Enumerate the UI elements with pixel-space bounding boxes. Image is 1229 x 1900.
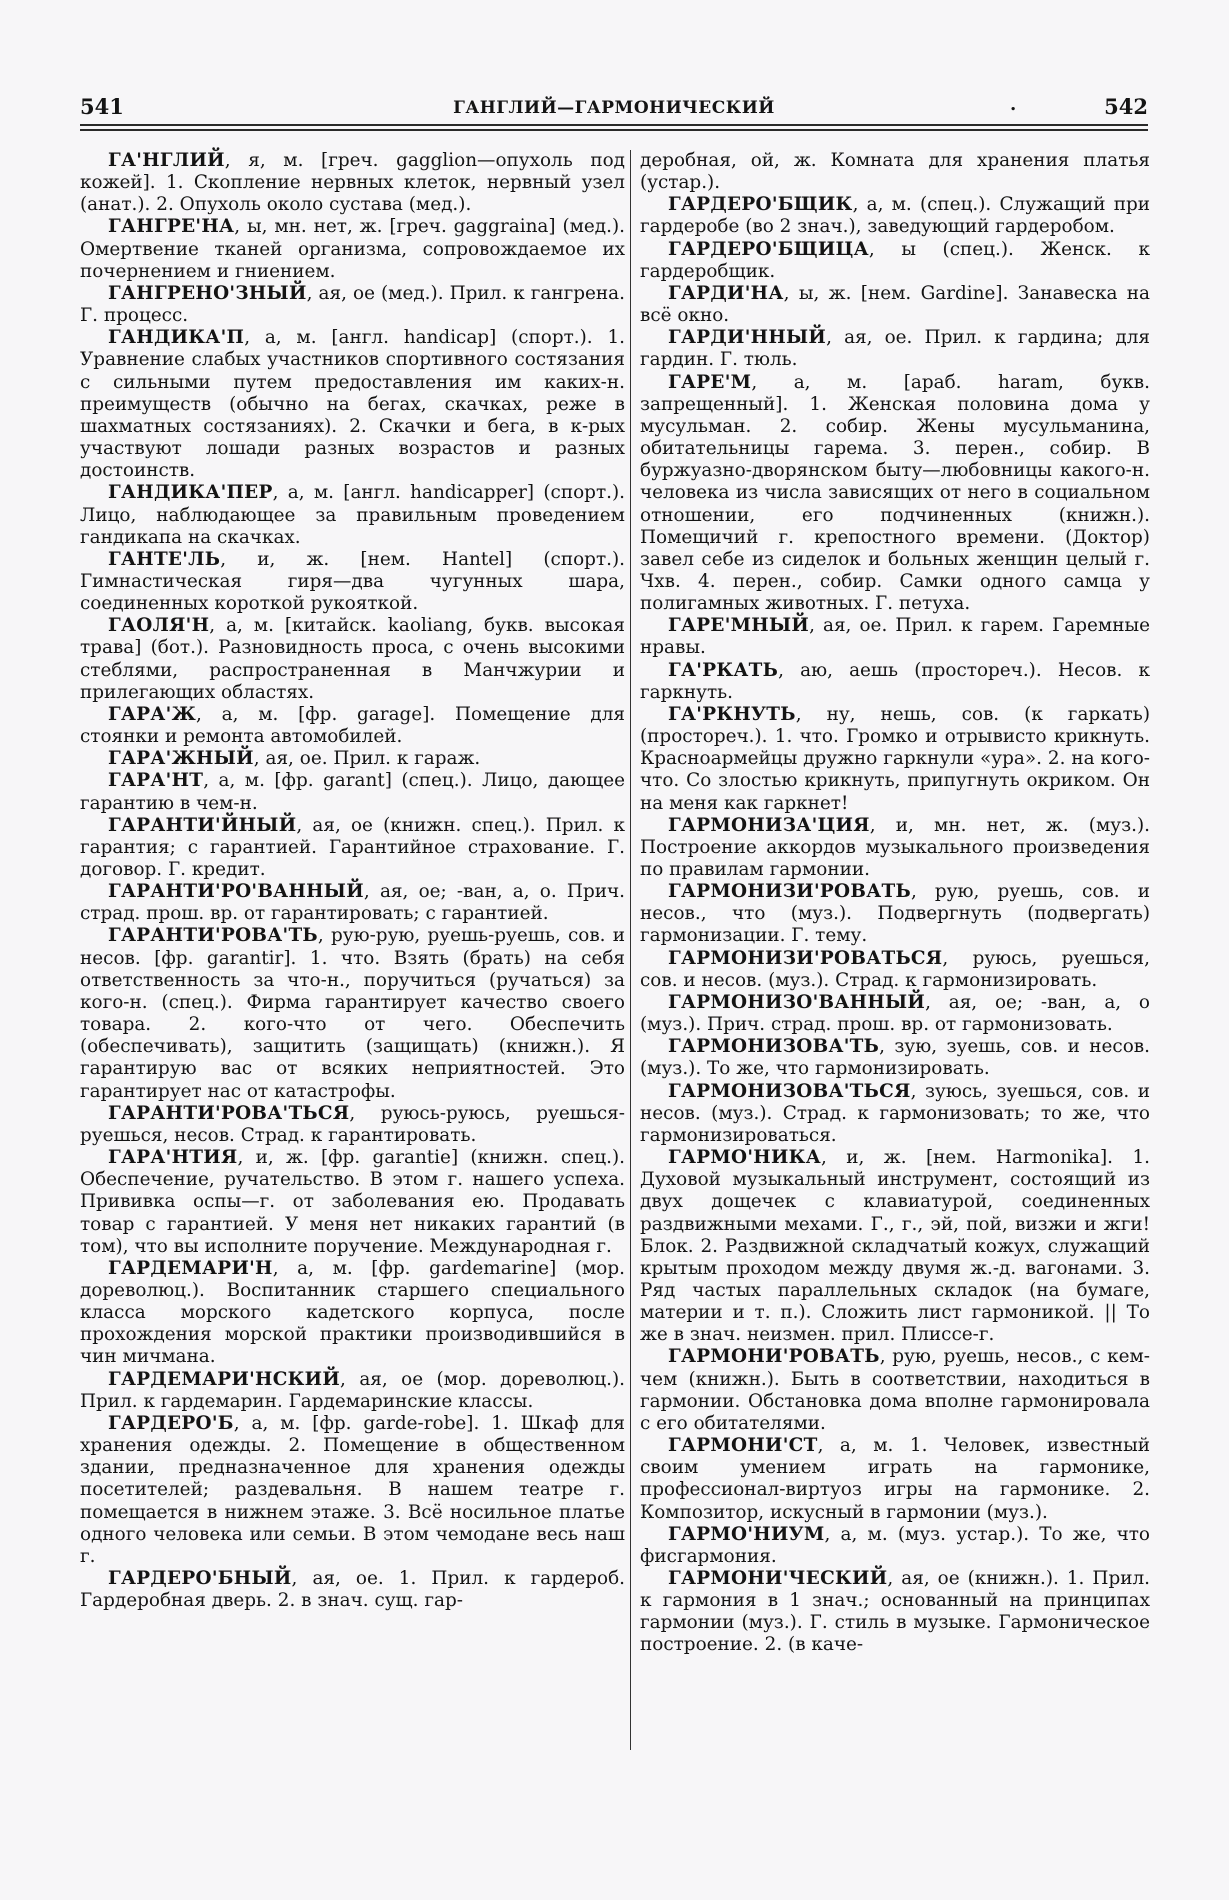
headword: ГАРМОНИЗИ'РОВАТЬСЯ <box>668 947 943 969</box>
dictionary-entry <box>640 239 1150 283</box>
entry-definition: , ая, ое (мор. дореволюц.). Прил. к гардемарин. Гардемаринские классы. <box>80 1368 625 1412</box>
headword: ГАРМОНИЗИ'РОВАТЬ <box>668 881 911 903</box>
headword: ГАРМОНИЗОВА'ТЬСЯ <box>668 1080 911 1102</box>
headword: ГАРМОНИЗОВА'ТЬ <box>668 1036 880 1058</box>
dictionary-entry <box>80 1103 625 1147</box>
entry-definition: , ая, ое (книжн. спец.). Прил. к гарантия; с гарантией. Гарантийное страхование. Г. договор. Г. кредит. <box>80 814 625 880</box>
entry-definition: , ая, ое; -ван, а, о. Прич. страд. прош. вр. от гарантировать; с гарантией. <box>80 881 625 925</box>
dictionary-entry <box>80 327 625 482</box>
headword: ГАРАНТИ'РОВА'ТЬ <box>108 925 318 947</box>
dictionary-entry <box>80 815 625 881</box>
page-number-right: 542 <box>1104 94 1148 119</box>
dictionary-entry <box>640 1524 1150 1568</box>
dictionary-entry <box>640 283 1150 327</box>
dictionary-entry <box>80 1568 625 1612</box>
entry-definition: , а, м. (муз. устар.). То же, что фисгармония. <box>640 1523 1150 1567</box>
dictionary-entry <box>80 881 625 925</box>
entry-definition: , ая, ое. 1. Прил. к гардероб. Гардеробная дверь. 2. в знач. сущ. гар- <box>80 1568 625 1612</box>
entry-definition: , ая, ое. Прил. к гарем. Гаремные нравы. <box>640 615 1150 659</box>
headword: ГАРДИ'НА <box>668 282 784 304</box>
dictionary-entry <box>640 1147 1150 1346</box>
entry-definition: , ы (спец.). Женск. к гардеробщик. <box>640 238 1150 282</box>
headword: ГАРДЕРО'Б <box>108 1412 234 1434</box>
dictionary-entry <box>80 1413 625 1568</box>
page-header <box>80 94 1148 120</box>
entry-definition: , а, м. [англ. handicap] (спорт.). 1. Уравнение слабых участников спортивного состязания с сильными путем предоставления им каких-н. преимуществ (обычно на бегах, скачках, реже в шахматных состязаниях). 2. Скачки и бега, в к-рых участвуют лошади разных возрастов и разных достоинств. <box>80 327 625 482</box>
dictionary-entry <box>640 948 1150 992</box>
entry-definition: , ая, ое; -ван, а, о (муз.). Прич. страд. прош. вр. от гармонизовать. <box>640 991 1150 1036</box>
entry-definition: , ая, ое. Прил. к гардина; для гардин. Г. тюль. <box>640 327 1150 371</box>
entry-definition: , зую, зуешь, сов. и несов. (муз.). То же, что гармонизировать. <box>640 1036 1150 1080</box>
headword: ГАРЕ'МНЫЙ <box>668 615 810 637</box>
entry-definition: , а, м. [фр. gardemarine] (мор. дореволюц.). Воспитанник старшего специального класса морского кадетского корпуса, после прохождения морской практики производившийся в чин мичмана. <box>80 1257 625 1368</box>
entry-definition: , рую, руешь, сов. и несов., что (муз.). Подвергнуть (подвергать) гармонизации. Г. тему. <box>640 881 1150 947</box>
headword: ГА'РКАТЬ <box>668 659 779 681</box>
entry-definition: , ы, мн. нет, ж. [греч. gaggraina] (мед.). Омертвение тканей организма, сопровождаемое их почернением и гниением. <box>80 216 625 282</box>
entry-definition: , ы, ж. [нем. Gardine]. Занавеска на всё окно. <box>640 282 1150 327</box>
dictionary-entry <box>640 660 1150 704</box>
entry-definition: , зуюсь, зуешься, сов. и несов. (муз.). Страд. к гармонизовать; то же, что гармонизироваться. <box>640 1080 1150 1146</box>
headword: ГАРДИ'ННЫЙ <box>668 327 827 349</box>
headword: ГАРДЕРО'БНЫЙ <box>108 1568 292 1589</box>
headword: ГАРДЕРО'БЩИК <box>668 194 853 216</box>
entry-definition: , руюсь, руешься, сов. и несов. (муз.). Страд. к гармонизировать. <box>640 947 1150 991</box>
dictionary-entry <box>80 482 625 548</box>
entry-definition: , а, м. (спец.). Служащий при гардеробе (во 2 знач.), заведующий гардеробом. <box>640 194 1150 238</box>
column-left <box>80 150 625 1612</box>
entry-definition: , и, ж. [нем. Hantel] (спорт.). Гимнастическая гиря—два чугунных шара, соединенных короткой рукояткой. <box>80 548 625 615</box>
headword: ГАРА'ЖНЫЙ <box>108 748 254 770</box>
entry-definition: , я, м. [греч. gagglion—опухоль под кожей]. 1. Скопление нервных клеток, нервный узел (анат.). 2. Опухоль около сустава (мед.). <box>80 150 625 216</box>
dictionary-entry <box>80 925 625 1102</box>
headword: ГАНДИКА'П <box>108 327 245 349</box>
headword: ГА'НГЛИЙ <box>108 150 225 171</box>
dictionary-entry <box>80 150 625 216</box>
headword: ГАОЛЯ'Н <box>108 615 210 637</box>
dictionary-entry <box>80 748 625 770</box>
headword: ГАРМОНИ'ЧЕСКИЙ <box>668 1568 888 1589</box>
headword: ГА'РКНУТЬ <box>668 703 796 725</box>
dictionary-entry <box>80 1369 625 1413</box>
dictionary-entry <box>640 881 1150 947</box>
dictionary-entry <box>640 992 1150 1036</box>
entry-definition: , а, м. [фр. garage]. Помещение для стоянки и ремонта автомобилей. <box>80 703 625 748</box>
entry-definition: , а, м. [китайск. kaoliang, букв. высокая трава] (бот.). Разновидность проса, с очень высокими стеблями, распространенная в Манчжурии и прилегающих областях. <box>80 615 625 703</box>
running-title: ГАНГЛИЙ—ГАРМОНИЧЕСКИЙ <box>453 98 775 118</box>
column-right <box>640 150 1150 1657</box>
entry-definition: , ая, ое (мед.). Прил. к гангрена. Г. процесс. <box>80 282 625 327</box>
dictionary-entry <box>640 615 1150 659</box>
dictionary-entry <box>640 327 1150 371</box>
entry-definition: , ну, нешь, сов. (к гаркать) (простореч.). 1. что. Громко и отрывисто крикнуть. Красноармейцы дружно гаркнули «ура». 2. на кого-что. Со злостью крикнуть, припугнуть окриком. Он на меня как гаркнет! <box>640 703 1150 814</box>
dictionary-entry <box>80 704 625 748</box>
dictionary-entry <box>640 1568 1150 1657</box>
headword: ГАРМОНИЗА'ЦИЯ <box>668 814 870 836</box>
headword: ГАРДЕРО'БЩИЦА <box>668 238 869 260</box>
entry-definition: , рую, руешь, несов., с кем-чем (книжн.). Быть в соответствии, находиться в гармонии. Обстановка дома вполне гармонировала с его обитателями. <box>640 1346 1150 1434</box>
dictionary-entry <box>80 770 625 814</box>
dictionary-entry <box>640 704 1150 815</box>
headword: ГАРАНТИ'РО'ВАННЫЙ <box>108 881 364 903</box>
headword: ГАРА'Ж <box>108 703 197 725</box>
entry-definition: , и, ж. [фр. garantie] (книжн. спец.). Обеспечение, ручательство. В этом г. нашего успеха. Прививка оспы—г. от заболевания ею. Продавать товар с гарантией. У меня нет никаких гарантий (в том), что вы исполните поручение. Международная г. <box>80 1147 625 1257</box>
headword: ГАРМО'НИУМ <box>668 1523 825 1545</box>
dictionary-entry <box>640 815 1150 881</box>
entry-definition: , руюсь-руюсь, руешься-руешься, несов. Страд. к гарантировать. <box>80 1102 625 1146</box>
entry-definition: , рую-рую, руешь-руешь, сов. и несов. [фр. garantir]. 1. что. Взять (брать) на себя ответственность за что-н., поручиться (ручаться) за кого-н. (спец.). Фирма гарантирует качество своего товара. 2. кого-что от чего. Обеспечить (обеспечивать), защитить (защищать) (книжн.). Я гарантирую вас от всяких неприятностей. Это гарантирует нас от катастрофы. <box>80 925 625 1102</box>
entry-definition: , и, мн. нет, ж. (муз.). Построение аккордов музыкального произведения по правилам гармонии. <box>640 814 1150 880</box>
headword: ГАРА'НТ <box>108 770 204 792</box>
dictionary-entry <box>80 1258 625 1369</box>
dictionary-entry <box>80 615 625 704</box>
entry-definition: , ая, ое (книжн.). 1. Прил. к гармония в 1 знач.; основанный на принципах гармонии (муз.). Г. стиль в музыке. Гармоническое построение. 2. (в каче- <box>640 1568 1150 1656</box>
entry-definition: , ая, ое. Прил. к гараж. <box>253 748 481 770</box>
headword: ГАРМОНИЗО'ВАННЫЙ <box>668 991 926 1013</box>
dictionary-entry <box>640 1346 1150 1435</box>
headword: ГАРАНТИ'РОВА'ТЬСЯ <box>108 1102 350 1124</box>
entry-definition: , а, м. [фр. garde-robe]. 1. Шкаф для хранения одежды. 2. Помещение в общественном здании, предназначенное для хранения одежды посетителей; раздевальня. В нашем театре г. помещается в нижнем этаже. 3. Всё носильное платье одного человека или семьи. В этом чемодане весь наш г. <box>80 1412 625 1567</box>
headword: ГАРДЕМАРИ'Н <box>108 1257 273 1279</box>
dictionary-entry <box>640 1435 1150 1524</box>
entry-definition: , и, ж. [нем. Harmonika]. 1. Духовой музыкальный инструмент, состоящий из двух дощечек с клавиатурой, соединенных раздвижными мехами. Г., г., эй, пой, визжи и жги! Блок. 2. Раздвижной складчатый кожух, служащий крытым проходом между двумя ж.-д. вагонами. 3. Ряд частых параллельных складок (на бумаге, материи и т. п.). Сложить лист гармоникой. || То же в знач. неизмен. прил. Плиссе-г. <box>640 1147 1150 1346</box>
dictionary-entry <box>80 216 625 282</box>
headword: ГАРА'НТИЯ <box>108 1147 238 1169</box>
dictionary-entry <box>80 549 625 615</box>
dictionary-entry <box>640 372 1150 616</box>
dictionary-entry <box>640 150 1150 194</box>
headword: ГАРДЕМАРИ'НСКИЙ <box>108 1368 341 1390</box>
dictionary-entry <box>640 1036 1150 1080</box>
header-rule-bottom <box>80 129 1148 131</box>
headword: ГАРМОНИ'СТ <box>668 1435 818 1457</box>
headword: ГАРАНТИ'ЙНЫЙ <box>108 814 297 836</box>
dictionary-entry <box>80 1147 625 1258</box>
column-divider <box>630 150 631 1750</box>
headword: ГАРЕ'М <box>668 371 752 393</box>
dictionary-entry <box>80 283 625 327</box>
entry-definition: , а, м. 1. Человек, известный своим умением играть на гармонике, профессионал-виртуоз игры на гармонике. 2. Композитор, искусный в гармонии (муз.). <box>640 1435 1150 1523</box>
dictionary-entry <box>640 194 1150 238</box>
entry-definition: , а, м. [англ. handicapper] (спорт.). Лицо, наблюдающее за правильным проведением гандикапа на скачках. <box>80 482 625 548</box>
entry-definition: , а, м. [араб. haram, букв. запрещенный]. 1. Женская половина дома у мусульман. 2. собир. Жены мусульманина, обитательницы гарема. 3. перен., собир. В буржуазно-дворянском быту—любовницы какого-н. человека из числа зависящих от него в социальном отношении, его подчиненных (книжн.). Помещичий г. крепостного времени. (Доктор) завел себе из сиделок и больных женщин целый г. Чхв. 4. перен., собир. Самки одного самца у полигамных животных. Г. петуха. <box>640 371 1150 615</box>
header-rule-top <box>80 124 1148 126</box>
headword: ГАРМО'НИКА <box>668 1147 821 1169</box>
dictionary-entry <box>640 1081 1150 1147</box>
entry-definition: деробная, ой, ж. Комната для хранения платья (устар.). <box>640 150 1150 194</box>
headword: ГАНТЕ'ЛЬ <box>108 548 221 570</box>
headword: ГАНГРЕ'НА <box>108 216 235 238</box>
page-number-left: 541 <box>80 94 124 119</box>
entry-definition: , аю, аешь (простореч.). Несов. к гаркнуть. <box>640 659 1150 703</box>
headword: ГАНДИКА'ПЕР <box>108 482 273 504</box>
header-mark: . <box>1010 94 1017 115</box>
headword: ГАНГРЕНО'ЗНЫЙ <box>108 282 307 304</box>
headword: ГАРМОНИ'РОВАТЬ <box>668 1346 880 1368</box>
entry-definition: , а, м. [фр. garant] (спец.). Лицо, дающее гарантию в чем-н. <box>80 770 625 814</box>
